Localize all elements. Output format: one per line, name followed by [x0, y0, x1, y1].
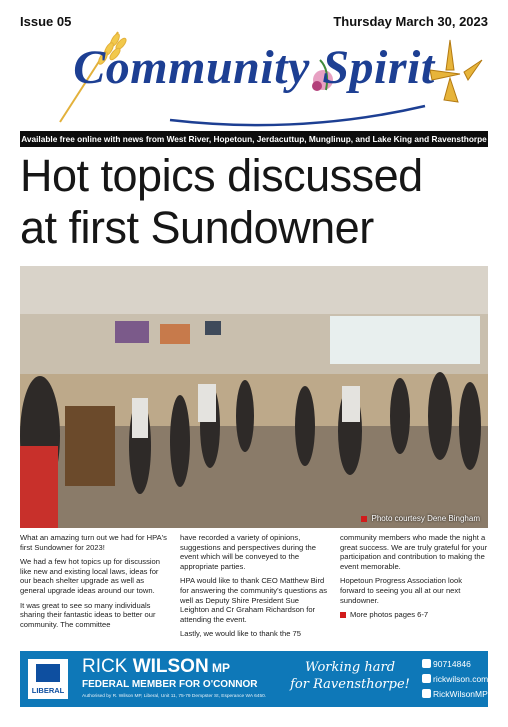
facebook-icon: [422, 689, 431, 698]
more-photos-text: More photos pages 6-7: [350, 610, 429, 620]
swoosh-graphic: [170, 106, 425, 125]
masthead-strapline: Available free online with news from West River, Hopetoun, Jerdacuttup, Munglinup, and Lake King and Ravensthorpe: [20, 131, 488, 147]
ad-website[interactable]: [422, 672, 500, 687]
headline-line-1: Hot topics discussed: [20, 150, 423, 201]
paragraph: We had a few hot topics up for discussion like new and existing local laws, ideas for our beach shelter upgrade as well as general upgrade ideas around our town.: [20, 557, 160, 595]
advertisement-banner[interactable]: [20, 651, 501, 707]
ad-slogan-line-2: for Ravensthorpe!: [290, 677, 410, 692]
paragraph: It was great to see so many individuals sharing their fantastic ideas to better our community. The committee: [20, 600, 156, 629]
photo-caption: [361, 514, 480, 523]
paragraph: community members who made the night a great success. We are truly grateful for your participation and contribution to making the event memorable.: [340, 533, 488, 571]
paragraph: Hopetoun Progress Association look forward to seeing you all at our next sundowner.: [340, 576, 462, 605]
event-photo: [20, 266, 488, 528]
ad-member-name: [82, 656, 230, 679]
ad-phone-text: 90714846: [433, 659, 471, 669]
ad-facebook[interactable]: [422, 687, 500, 702]
ad-phone[interactable]: [422, 657, 500, 672]
issue-number: Issue 05: [20, 14, 72, 29]
paragraph: have recorded a variety of opinions, suggestions and perspectives during the event which will be conveyed to the appropriate parties.: [180, 533, 316, 571]
article-headline: [20, 150, 488, 254]
liberal-logo: [28, 659, 68, 699]
masthead: [20, 30, 488, 130]
paragraph: Lastly, we would like to thank the 75: [180, 629, 302, 639]
red-square-icon: [361, 516, 367, 522]
ad-authorisation: Authorised by R. Wilson MP, Liberal, Unit 11, 75-79 Dempster St, Esperance WA 6450.: [82, 694, 267, 699]
red-square-icon: [340, 612, 346, 618]
masthead-title: Community Spirit: [73, 41, 435, 94]
headline-line-2: at first Sundowner: [20, 202, 374, 253]
article-column-2: [180, 533, 328, 644]
article-body: [20, 533, 488, 645]
liberal-logo-text: LIBERAL: [31, 686, 65, 695]
more-photos-link[interactable]: [340, 610, 488, 620]
phone-icon: [422, 659, 431, 668]
ad-name-suffix: MP: [208, 661, 231, 675]
ad-slogan-line-1: Working hard: [304, 660, 396, 675]
ad-website-text: rickwilson.com.au: [433, 674, 501, 684]
liberal-emblem-icon: [36, 664, 60, 682]
ad-member-role: FEDERAL MEMBER FOR O'CONNOR: [82, 679, 258, 690]
ad-name-first: RICK: [82, 656, 133, 677]
paragraph: HPA would like to thank CEO Matthew Bird for answering the community's questions as well as Deputy Shire President Sue Leighton and Cr Graham Richardson for attending the event.: [180, 576, 328, 624]
photo-caption-text: Photo courtesy Dene Bingham: [371, 514, 480, 523]
event-photo-illustration: [20, 266, 488, 528]
ad-slogan: [290, 659, 410, 693]
article-column-3: [340, 533, 488, 625]
issue-date: Thursday March 30, 2023: [333, 14, 488, 29]
globe-icon: [422, 674, 431, 683]
article-column-1: [20, 533, 168, 634]
ad-facebook-text: RickWilsonMP: [433, 689, 488, 699]
ad-contacts: [422, 657, 500, 702]
paragraph: What an amazing turn out we had for HPA's first Sundowner for 2023!: [20, 533, 167, 552]
ad-name-last: WILSON: [132, 656, 209, 677]
